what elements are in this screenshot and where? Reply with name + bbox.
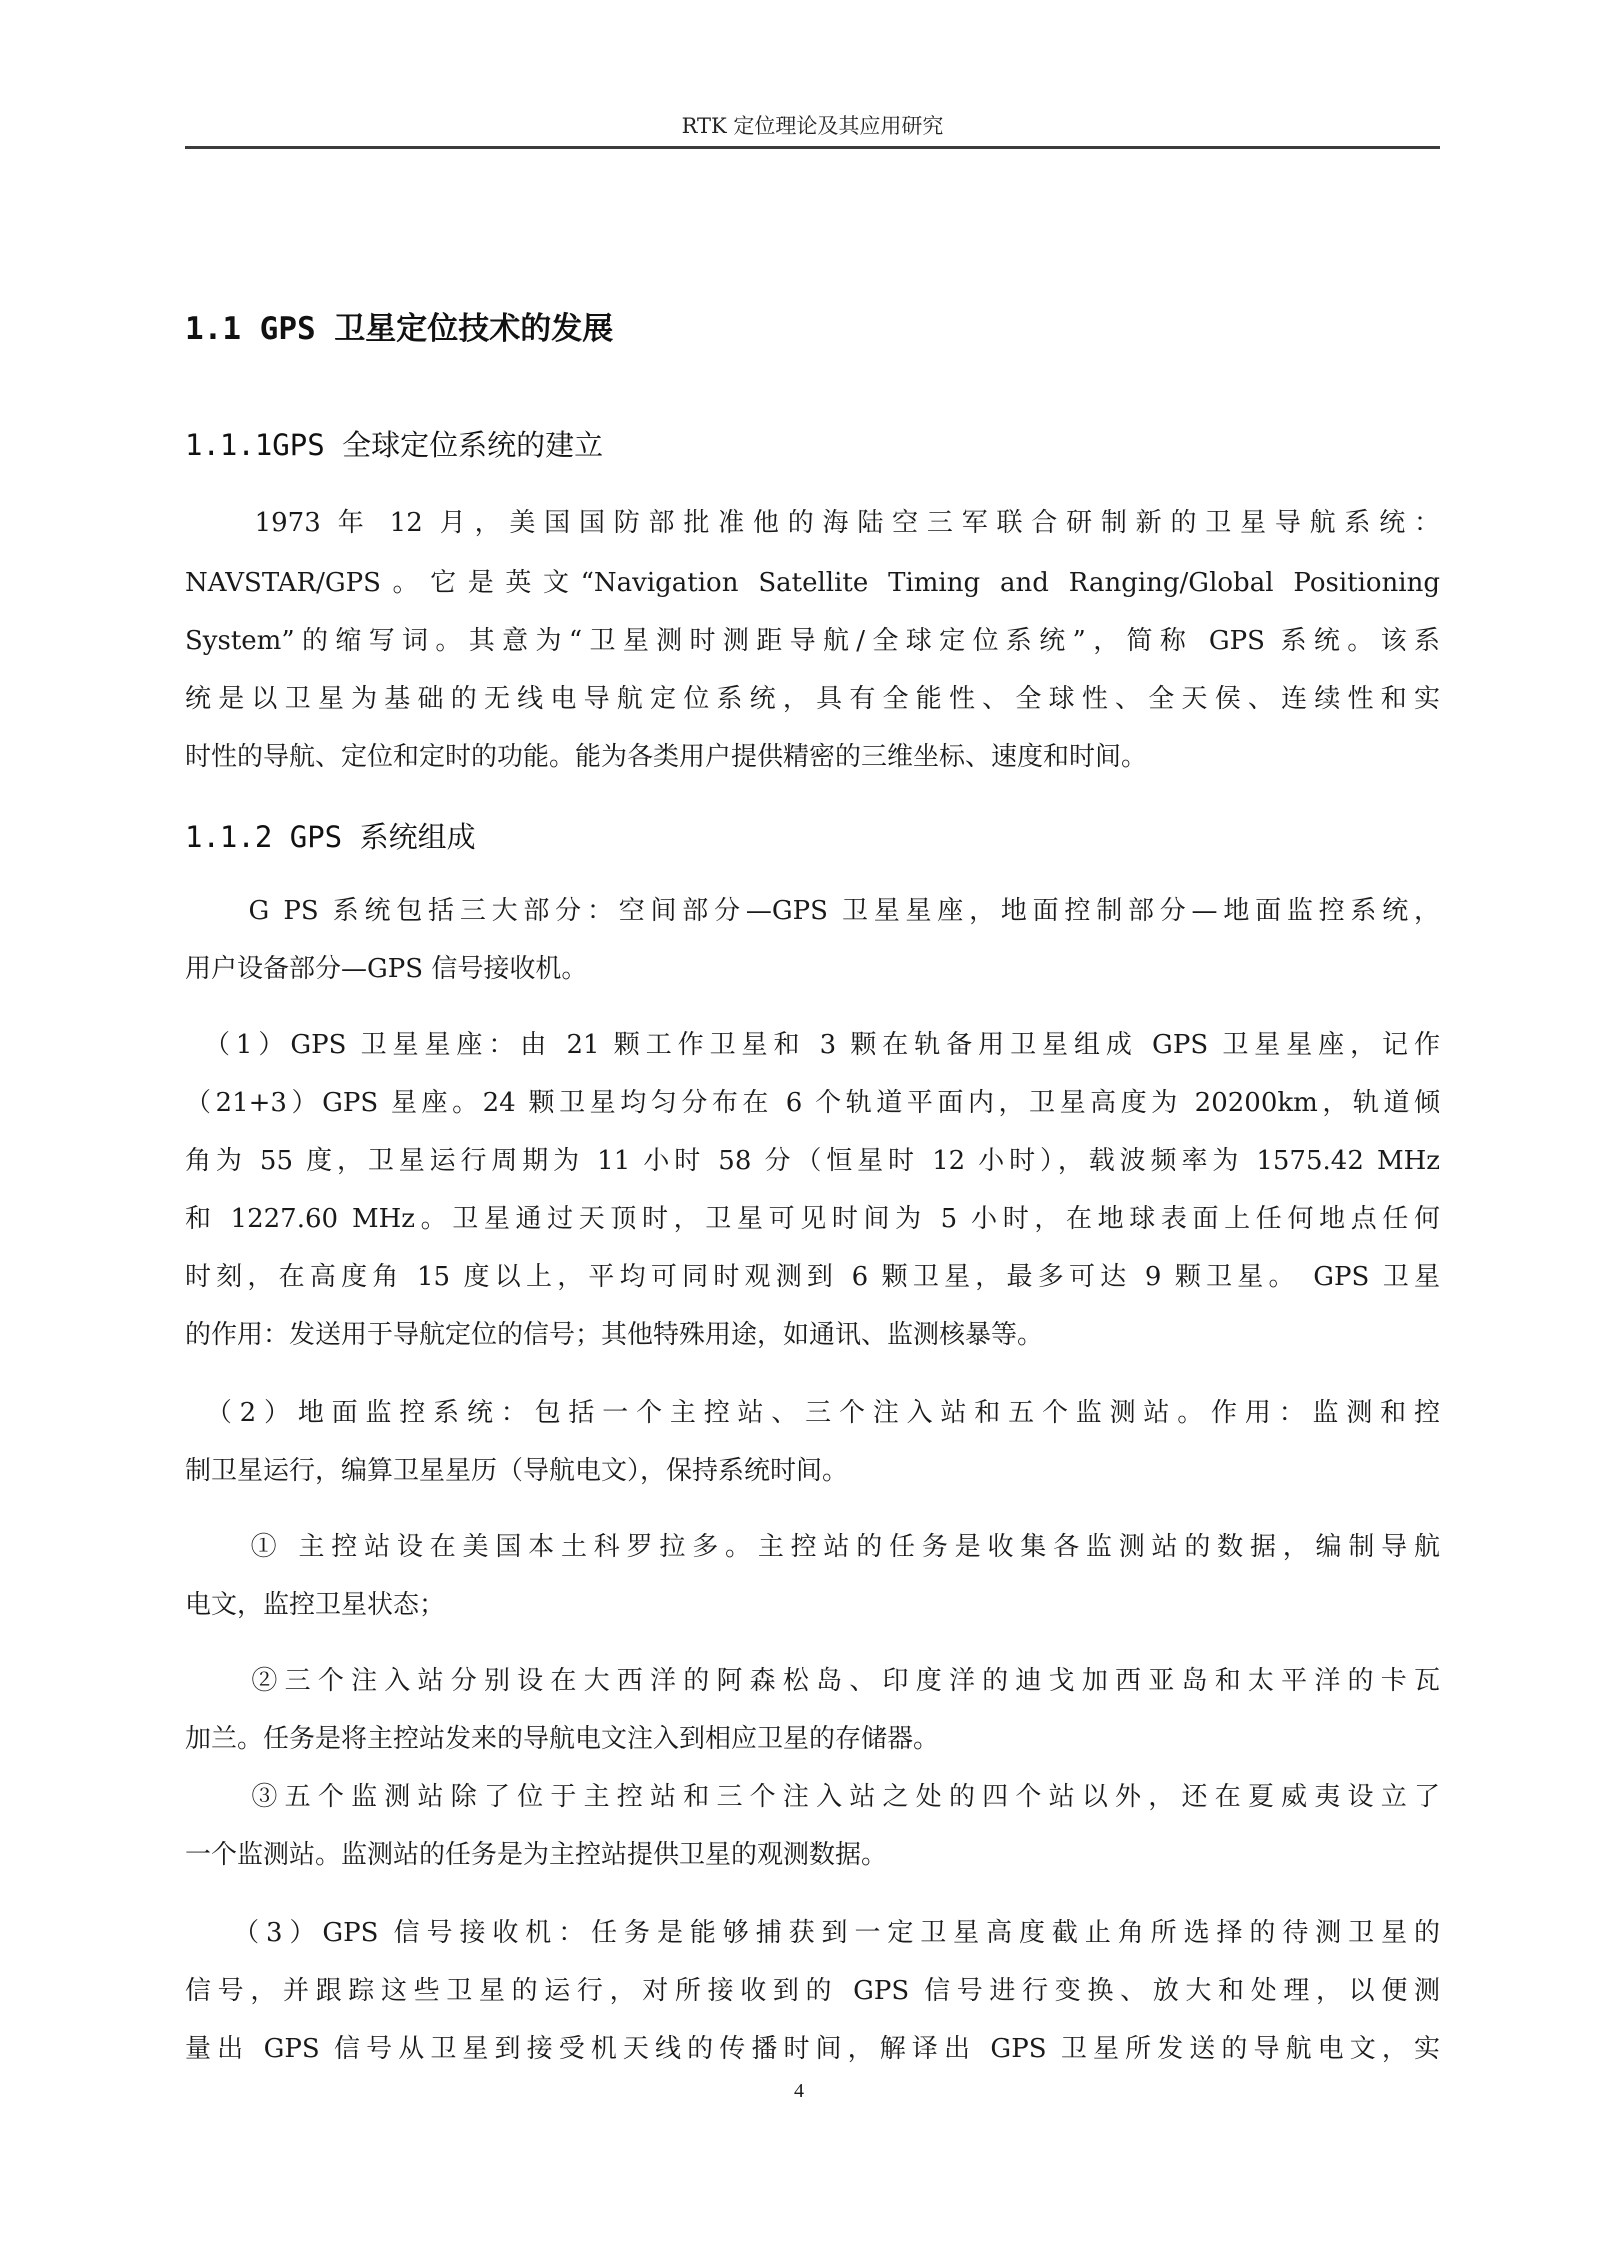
- header-rule: [185, 146, 1440, 149]
- running-header: RTK 定位理论及其应用研究: [681, 114, 944, 138]
- page-number: 4: [794, 2080, 804, 2102]
- body-line: （1）GPS 卫星星座：由 21 颗工作卫星和 3 颗在轨备用卫星组成 GPS 卫星星座，记作: [185, 1030, 1440, 1060]
- body-line: 时性的导航、定位和定时的功能。能为各类用户提供精密的三维坐标、速度和时间。: [185, 742, 1148, 772]
- section-heading-1-1: 1.1 GPS 卫星定位技术的发展: [185, 311, 614, 347]
- body-line: 1973 年 12 月，美国国防部批准他的海陆空三军联合研制新的卫星导航系统：: [185, 508, 1440, 538]
- body-line: 统是以卫星为基础的无线电导航定位系统，具有全能性、全球性、全天侯、连续性和实: [185, 684, 1440, 714]
- body-line: 电文，监控卫星状态；: [185, 1590, 446, 1620]
- body-line: 时刻，在高度角 15 度以上，平均可同时观测到 6 颗卫星，最多可达 9 颗卫星。 GPS 卫星: [185, 1262, 1440, 1292]
- body-line: 加兰。任务是将主控站发来的导航电文注入到相应卫星的存储器。: [185, 1724, 940, 1754]
- body-line: 角为 55 度，卫星运行周期为 11 小时 58 分（恒星时 12 小时），载波频率为 1575.42 MHz: [185, 1146, 1440, 1176]
- body-line: NAVSTAR/GPS。它是英文“Navigation Satellite Timing and Ranging/Global Positioning: [185, 568, 1440, 598]
- body-line: 用户设备部分—GPS 信号接收机。: [185, 954, 588, 984]
- body-line: G PS 系统包括三大部分：空间部分—GPS 卫星星座，地面控制部分—地面监控系统，: [185, 896, 1440, 926]
- body-line: 制卫星运行，编算卫星星历（导航电文），保持系统时间。: [185, 1456, 849, 1486]
- body-line: System”的缩写词。其意为“卫星测时测距导航/全球定位系统”，简称 GPS 系统。该系: [185, 626, 1440, 656]
- body-line: ②三个注入站分别设在大西洋的阿森松岛、印度洋的迪戈加西亚岛和太平洋的卡瓦: [185, 1666, 1440, 1696]
- body-line: （21+3）GPS 星座。24 颗卫星均匀分布在 6 个轨道平面内，卫星高度为 20200km，轨道倾: [185, 1088, 1440, 1118]
- section-heading-1-1-1: 1.1.1GPS 全球定位系统的建立: [185, 428, 604, 462]
- body-line: 量出 GPS 信号从卫星到接受机天线的传播时间，解译出 GPS 卫星所发送的导航电文，实: [185, 2034, 1440, 2064]
- body-line: 的作用：发送用于导航定位的信号；其他特殊用途，如通讯、监测核暴等。: [185, 1320, 1044, 1350]
- body-line: （3）GPS 信号接收机：任务是能够捕获到一定卫星高度截止角所选择的待测卫星的: [185, 1918, 1440, 1948]
- body-line: 一个监测站。监测站的任务是为主控站提供卫星的观测数据。: [185, 1840, 888, 1870]
- body-line: ③五个监测站除了位于主控站和三个注入站之处的四个站以外，还在夏威夷设立了: [185, 1782, 1440, 1812]
- section-heading-1-1-2: 1.1.2 GPS 系统组成: [185, 820, 476, 854]
- body-line: 和 1227.60 MHz。卫星通过天顶时，卫星可见时间为 5 小时，在地球表面上任何地点任何: [185, 1204, 1440, 1234]
- body-line: ① 主控站设在美国本土科罗拉多。主控站的任务是收集各监测站的数据，编制导航: [185, 1532, 1440, 1562]
- body-line: 信号，并跟踪这些卫星的运行，对所接收到的 GPS 信号进行变换、放大和处理，以便测: [185, 1976, 1440, 2006]
- body-line: （2）地面监控系统：包括一个主控站、三个注入站和五个监测站。作用：监测和控: [185, 1398, 1440, 1428]
